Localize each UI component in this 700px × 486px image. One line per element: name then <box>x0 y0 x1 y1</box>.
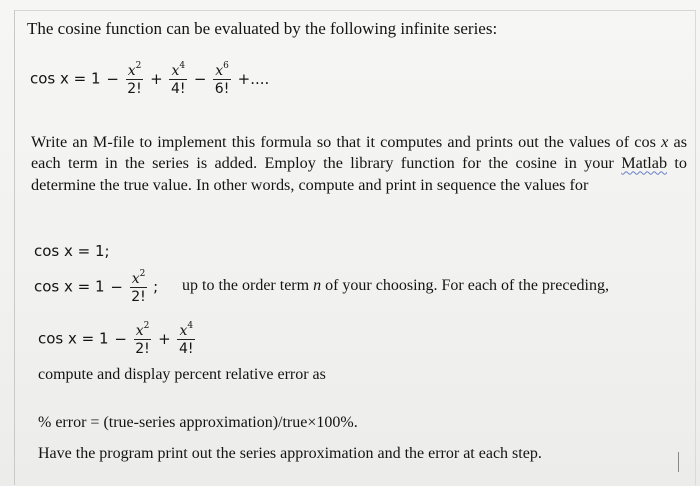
series-term-3-exp: 6 <box>223 61 229 71</box>
seq3-term-2 <box>177 322 195 356</box>
para-part-1: Write an M-file to implement this formula so that it computes and prints out the values of cos <box>31 133 662 151</box>
series-op-3: − <box>193 69 207 88</box>
para-var: x <box>661 133 669 151</box>
series-term-2-var: x <box>171 63 180 79</box>
series-op-2: + <box>150 69 163 88</box>
seq3-op-1: − <box>114 329 127 348</box>
seq3-term-1-exp: 2 <box>143 321 150 331</box>
seq2-lhs: cos x = 1 <box>34 277 105 296</box>
seq2-term-var: x <box>131 271 140 287</box>
seq2-op: − <box>110 277 123 296</box>
seq2-suffix: ; <box>153 277 159 296</box>
seq2-term <box>130 270 148 304</box>
seq2-term-exp: 2 <box>139 269 146 279</box>
series-lhs: cos x = 1 <box>30 69 101 88</box>
seq3-term-2-exp: 4 <box>187 321 194 331</box>
series-op-1: − <box>106 69 119 88</box>
error-formula: % error = (true-series approximation)/true×100%. <box>38 414 358 431</box>
para-part-3: to determine the true value. In other words, compute and print in sequence the values for <box>31 154 687 194</box>
seq3-term-1-var: x <box>135 323 144 339</box>
series-tail: +.... <box>237 69 270 88</box>
series-term-3-den: 6! <box>214 81 230 97</box>
text-cursor <box>678 452 679 472</box>
sequence-equation-1 <box>34 242 110 260</box>
series-term-2-exp: 4 <box>179 61 186 71</box>
seq2-term-den: 2! <box>131 289 146 305</box>
seq3-term-2-den: 4! <box>179 341 194 357</box>
side-note <box>182 277 609 295</box>
series-term-1-den: 2! <box>127 81 142 97</box>
side-note-part-1: up to the order term <box>182 277 314 294</box>
sequence-equation-2 <box>34 270 158 304</box>
seq3-term-1-den: 2! <box>135 341 150 357</box>
series-term-3 <box>213 62 231 96</box>
seq3-op-2: + <box>158 329 171 348</box>
series-term-1 <box>126 62 144 96</box>
side-note-part-2: of your choosing. For each of the preceding, <box>321 277 609 294</box>
series-term-3-var: x <box>215 63 224 79</box>
seq3-term-2-var: x <box>179 323 188 339</box>
series-term-1-exp: 2 <box>135 61 142 71</box>
series-equation <box>30 62 270 96</box>
matlab-word: Matlab <box>621 154 668 173</box>
instructions-paragraph <box>31 132 687 196</box>
series-term-2 <box>169 62 187 96</box>
sequence-equation-3 <box>38 322 196 356</box>
seq3-lhs: cos x = 1 <box>38 329 109 348</box>
seq1-text: cos x = 1; <box>34 242 110 260</box>
side-note-var: n <box>313 277 322 294</box>
series-term-2-den: 4! <box>171 81 186 97</box>
final-instruction: Have the program print out the series approximation and the error at each step. <box>38 445 542 462</box>
seq3-term-1 <box>134 322 152 356</box>
compute-line: compute and display percent relative error as <box>38 366 326 383</box>
series-term-1-var: x <box>127 63 136 79</box>
intro-text: The cosine function can be evaluated by the following infinite series: <box>27 19 498 38</box>
para-part-2: as each term in the series is added. Employ the library function for the cosine in your <box>31 133 688 173</box>
